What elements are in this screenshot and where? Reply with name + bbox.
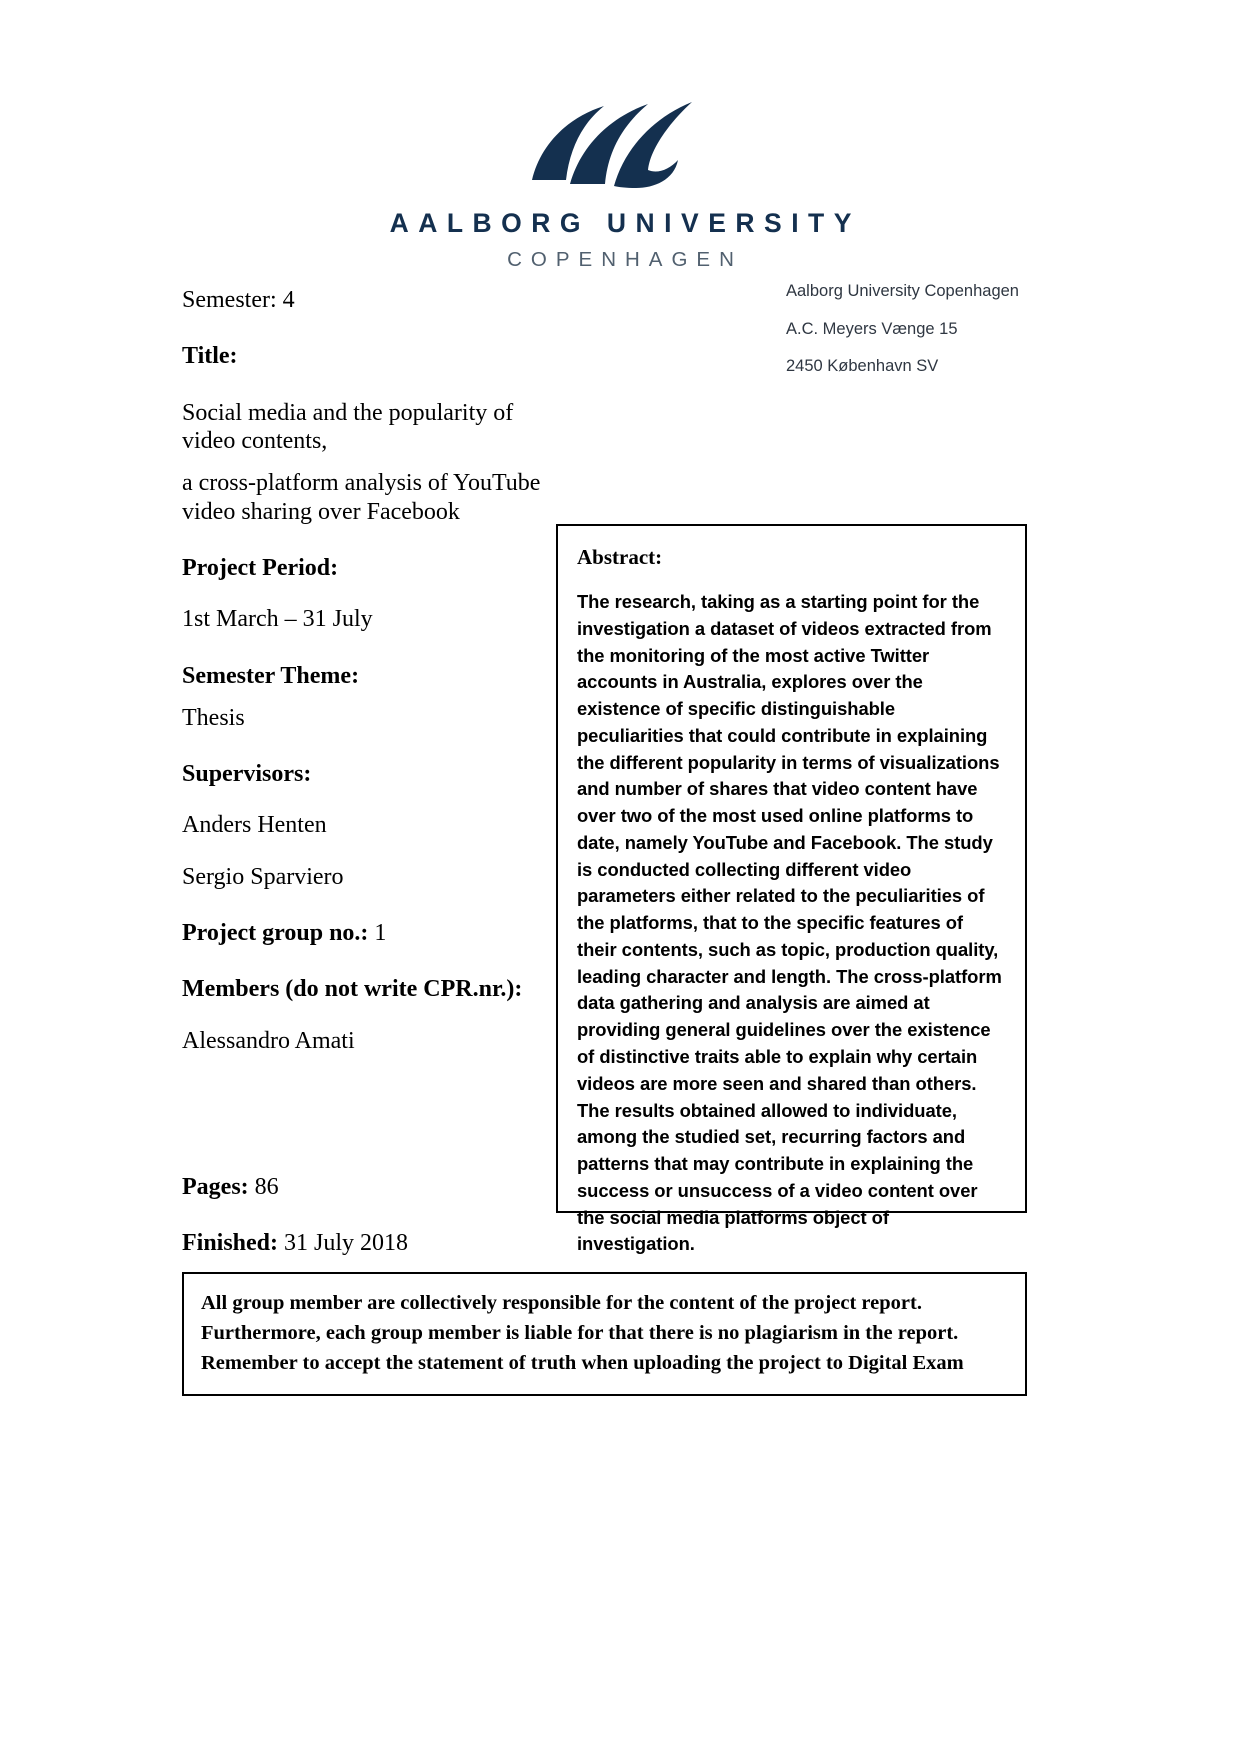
- address-line-2: A.C. Meyers Vænge 15: [786, 319, 958, 338]
- university-name: AALBORG UNIVERSITY: [389, 208, 861, 238]
- university-logo-block: [0, 96, 1241, 270]
- pages-label: Pages:: [182, 1174, 249, 1200]
- abstract-label: Abstract:: [577, 545, 663, 569]
- member-1: Alessandro Amati: [182, 1027, 355, 1054]
- members-label: Members (do not write CPR.nr.):: [182, 976, 523, 1003]
- semester-row: [182, 286, 552, 314]
- project-group-row: [182, 919, 552, 947]
- semester-label: Semester:: [182, 287, 277, 313]
- finished-label: Finished:: [182, 1230, 279, 1257]
- address-block: [786, 283, 1086, 396]
- semester-theme-value: Thesis: [182, 704, 245, 731]
- address-line-1: Aalborg University Copenhagen: [786, 282, 1019, 300]
- title-line-2: a cross-platform analysis of YouTube video sharing over Facebook: [182, 470, 541, 525]
- statement-line-1: All group member are collectively responsible for the content of the project report.: [201, 1292, 922, 1314]
- address-line-3: 2450 København SV: [786, 357, 939, 375]
- statement-line-3: Remember to accept the statement of truth when uploading the project to Digital Exam: [201, 1352, 964, 1375]
- title-line-1: Social media and the popularity of video contents,: [182, 399, 514, 454]
- finished-value: 31 July 2018: [284, 1230, 409, 1257]
- responsibility-statement-text: [201, 1288, 1009, 1378]
- abstract-box: [556, 524, 1027, 1255]
- project-period-value: 1st March – 31 July: [182, 606, 373, 633]
- supervisors-label: Supervisors:: [182, 761, 312, 788]
- abstract-body: The research, taking as a starting point for the investigation a dataset of videos extracted from the monitoring of the most active Twitter accounts in Australia, explores over the existence of specific distinguishable peculiarities that could contribute in explaining the different popularity in terms of visualizations and number of shares that video content have over two of the most used online platforms to date, namely YouTube and Facebook. The study is conducted collecting different video parameters either related to the peculiarities of the platforms, that to the specific features of their contents, such as topic, production quality, leading character and length. The cross-platform data gathering and analysis are aimed at providing general guidelines over the existence of distinctive traits able to explain why certain videos are more seen and shared than others. The results obtained allowed to individuate, among the studied set, recurring factors and patterns that may contribute in explaining the success or unsuccess of a video content over the social media platforms object of investigation.: [577, 591, 1002, 1255]
- university-campus: COPENHAGEN: [507, 247, 743, 271]
- semester-theme-label: Semester Theme:: [182, 662, 360, 689]
- statement-line-2: Furthermore, each group member is liable for that there is no plagiarism in the report.: [201, 1322, 959, 1345]
- semester-value: 4: [282, 287, 295, 313]
- pages-row: [182, 1173, 552, 1201]
- finished-row: [182, 1229, 552, 1257]
- supervisor-2: Sergio Sparviero: [182, 863, 344, 890]
- pages-value: 86: [254, 1174, 279, 1200]
- title-label: Title:: [182, 343, 238, 370]
- responsibility-statement-box: [182, 1272, 1027, 1396]
- project-group-value: 1: [374, 920, 387, 947]
- aalborg-wave-logo-icon: [526, 96, 716, 188]
- project-period-label: Project Period:: [182, 554, 339, 581]
- supervisor-1: Anders Henten: [182, 812, 327, 839]
- project-group-label: Project group no.:: [182, 920, 369, 947]
- project-details: [182, 286, 552, 1258]
